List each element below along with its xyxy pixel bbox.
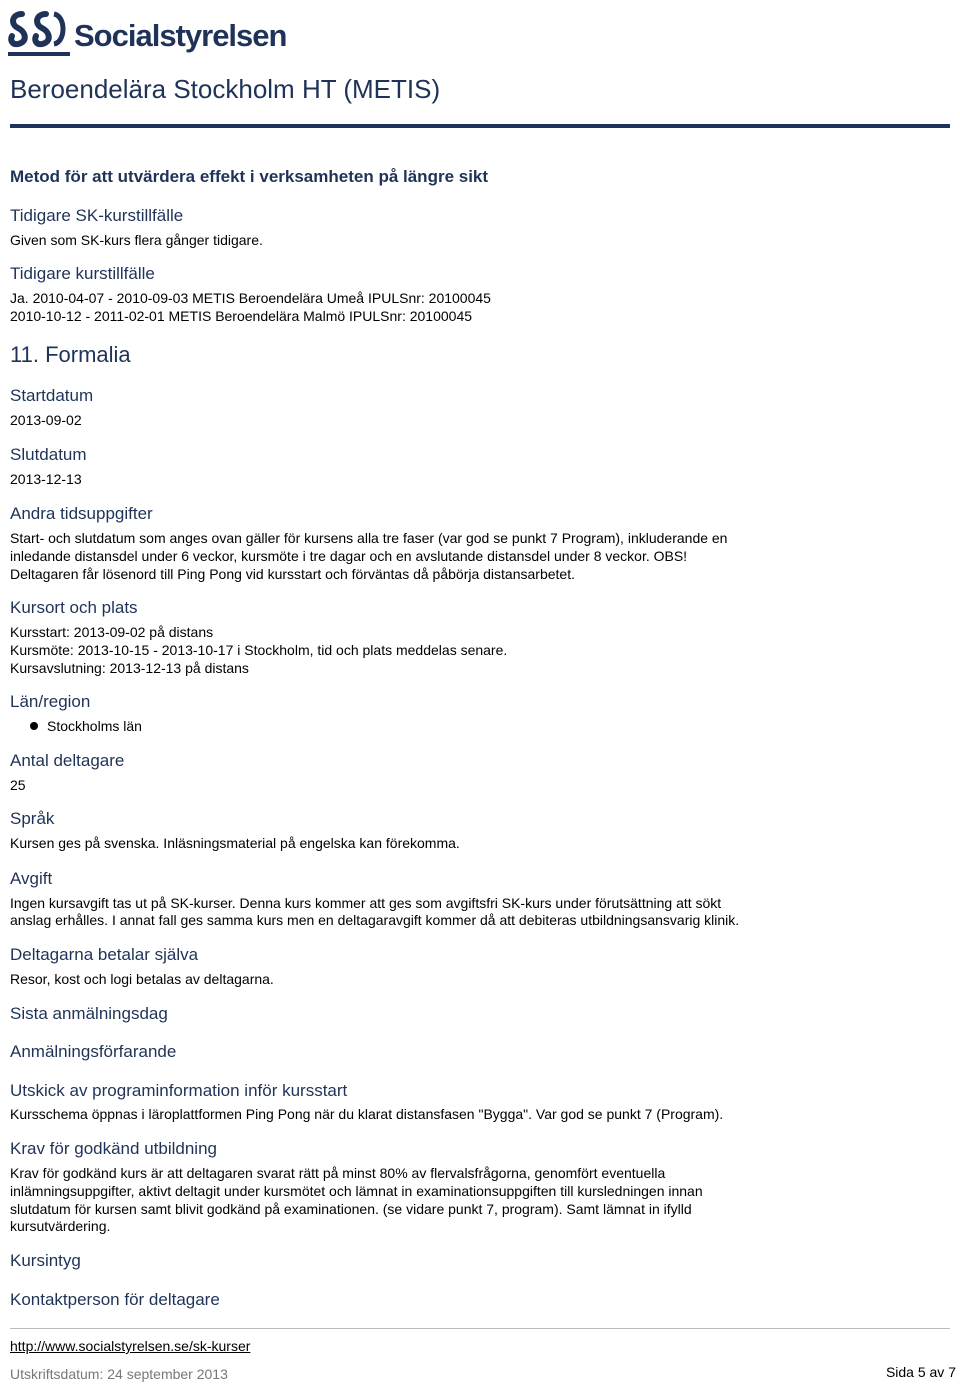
fee-label: Avgift <box>10 869 53 888</box>
page-number: Sida 5 av 7 <box>885 1364 956 1380</box>
place-line-2: Kursmöte: 2013-10-15 - 2013-10-17 i Stockholm, tid och plats meddelas senare. <box>10 642 508 658</box>
title-divider <box>10 124 950 128</box>
other-dates-line-2: inledande distansdel under 6 veckor, kursmöte i tre dagar och en avslutande distansdel under 8 veckor. OBS! <box>10 548 688 564</box>
certificate-label: Kursintyg <box>10 1251 81 1270</box>
prev-sk-text: Given som SK-kurs flera gånger tidigare. <box>10 232 263 248</box>
logo-text: Socialstyrelsen <box>74 18 287 53</box>
procedure-label: Anmälningsförfarande <box>10 1042 177 1061</box>
prev-heading: Tidigare kurstillfälle <box>10 264 155 283</box>
other-dates-line-3: Deltagaren får lösenord till Ping Pong vid kursstart och förväntas då påbörja distansarbetet. <box>10 566 575 582</box>
formalia-heading: 11. Formalia <box>10 342 131 367</box>
language-label: Språk <box>10 809 55 828</box>
self-pay-label: Deltagarna betalar själva <box>10 945 199 964</box>
requirements-line-3: slutdatum för kursen samt blivit godkänd på examinationen. (se vidare punkt 7, program). Samt lämnat in ifylld <box>10 1201 692 1217</box>
end-date-label: Slutdatum <box>10 445 87 464</box>
last-date-label: Sista anmälningsdag <box>10 1004 168 1023</box>
contact-label: Kontaktperson för deltagare <box>10 1290 220 1309</box>
bullet-icon <box>30 722 38 730</box>
requirements-line-2: inlämningsuppgifter, aktivt deltagit under kursmötet och lämnat in examinationsuppgiften till kursledningen innan <box>10 1183 703 1199</box>
start-date-value: 2013-09-02 <box>10 412 82 428</box>
place-label: Kursort och plats <box>10 598 138 617</box>
logo-emblem-icon <box>8 8 70 60</box>
start-date-label: Startdatum <box>10 386 94 405</box>
fee-line-2: anslag erhålles. I annat fall ges samma kurs men en deltagaravgift kommer då att debiteras utbildningsansvarig klinik. <box>10 912 740 928</box>
fee-line-1: Ingen kursavgift tas ut på SK-kurser. Denna kurs kommer att ges som avgiftsfri SK-kurs under förutsättning att sökt <box>10 895 722 911</box>
footer-website-link[interactable]: http://www.socialstyrelsen.se/sk-kurser <box>10 1338 251 1354</box>
other-dates-label: Andra tidsuppgifter <box>10 504 153 523</box>
program-info-value: Kursschema öppnas i läroplattformen Ping Pong när du klarat distansfasen "Bygga". Var god se punkt 7 (Program). <box>10 1106 724 1122</box>
place-line-1: Kursstart: 2013-09-02 på distans <box>10 624 214 640</box>
prev-line-1: Ja. 2010-04-07 - 2010-09-03 METIS Beroendelära Umeå IPULSnr: 20100045 <box>10 290 491 306</box>
prev-sk-heading: Tidigare SK-kurstillfälle <box>10 206 184 225</box>
print-date: Utskriftsdatum: 24 september 2013 <box>10 1366 228 1382</box>
participants-label: Antal deltagare <box>10 751 125 770</box>
footer-divider <box>10 1328 950 1329</box>
requirements-label: Krav för godkänd utbildning <box>10 1139 217 1158</box>
other-dates-line-1: Start- och slutdatum som anges ovan gäller för kursens alla tre faser (var god se punkt 7 Program), inkluderande en <box>10 530 728 546</box>
document-title: Beroendelära Stockholm HT (METIS) <box>10 74 441 104</box>
end-date-value: 2013-12-13 <box>10 471 82 487</box>
program-info-label: Utskick av programinformation inför kursstart <box>10 1081 348 1100</box>
self-pay-value: Resor, kost och logi betalas av deltagarna. <box>10 971 274 987</box>
region-item: Stockholms län <box>47 718 142 734</box>
prev-line-2: 2010-10-12 - 2011-02-01 METIS Beroendelära Malmö IPULSnr: 20100045 <box>10 308 473 324</box>
participants-value: 25 <box>10 777 26 793</box>
requirements-line-1: Krav för godkänd kurs är att deltagaren svarat rätt på minst 80% av flervalsfrågorna, genomfört eventuella <box>10 1165 666 1181</box>
region-label: Län/region <box>10 692 91 711</box>
language-value: Kursen ges på svenska. Inläsningsmaterial på engelska kan förekomma. <box>10 835 460 851</box>
place-line-3: Kursavslutning: 2013-12-13 på distans <box>10 660 249 676</box>
requirements-line-4: kursutvärdering. <box>10 1218 111 1234</box>
method-heading: Metod för att utvärdera effekt i verksamheten på längre sikt <box>10 167 489 186</box>
socialstyrelsen-logo <box>8 2 286 60</box>
